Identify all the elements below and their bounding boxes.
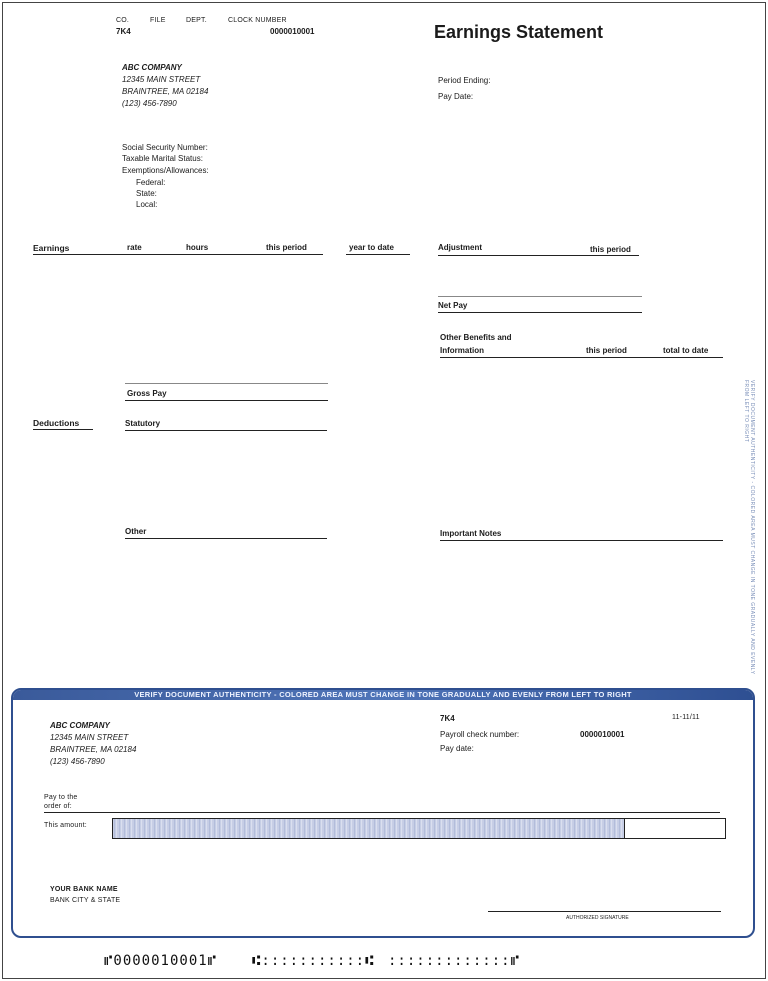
co-label: CO. (116, 17, 130, 24)
file-label: FILE (150, 17, 166, 24)
amount-field (112, 818, 726, 839)
micr-account-number: :::::::::::::⑈ (388, 953, 520, 969)
ssn-label: Social Security Number: (122, 143, 208, 152)
clock-number-value: 0000010001 (270, 27, 315, 36)
company-city: BRAINTREE, MA 02184 (122, 87, 209, 96)
this-period-heading: this period (266, 243, 307, 252)
micr-check-number: ⑈0000010001⑈ (104, 953, 218, 969)
benefits-total-to-date-heading: total to date (663, 346, 709, 355)
net-pay-top-rule (438, 296, 642, 297)
statutory-rule (125, 430, 327, 431)
check-code: 7K4 (440, 714, 455, 723)
payee-line (44, 812, 720, 813)
benefits-rule (440, 357, 723, 358)
check-company-city: BRAINTREE, MA 02184 (50, 745, 137, 754)
pay-date-label: Pay Date: (438, 92, 474, 101)
year-to-date-heading: year to date (349, 243, 394, 252)
state-label: State: (136, 189, 157, 198)
check-pay-date-label: Pay date: (440, 744, 474, 753)
amount-divider (624, 819, 625, 838)
check-date-code: 11-11/11 (672, 714, 700, 721)
clock-number-label: CLOCK NUMBER (228, 17, 287, 24)
other-deductions-rule (125, 538, 327, 539)
earnings-heading: Earnings (33, 243, 70, 253)
check-company-street: 12345 MAIN STREET (50, 733, 129, 742)
adjustment-this-period-heading: this period (590, 245, 631, 254)
bank-name: YOUR BANK NAME (50, 886, 118, 893)
check-company-name: ABC COMPANY (50, 721, 110, 730)
important-notes-rule (440, 540, 723, 541)
check-company-phone: (123) 456-7890 (50, 757, 105, 766)
signature-line (488, 911, 721, 912)
hours-heading: hours (186, 243, 209, 252)
exemptions-label: Exemptions/Allowances: (122, 166, 209, 175)
check-panel (11, 688, 755, 938)
federal-label: Federal: (136, 178, 166, 187)
amount-label: This amount: (44, 822, 87, 829)
benefits-heading-line1: Other Benefits and (440, 333, 512, 342)
benefits-this-period-heading: this period (586, 346, 627, 355)
check-number-label: Payroll check number: (440, 730, 520, 739)
gross-pay-label: Gross Pay (127, 389, 167, 398)
gross-pay-bottom-rule (125, 400, 328, 401)
deductions-heading: Deductions (33, 418, 80, 428)
period-ending-label: Period Ending: (438, 76, 491, 85)
signature-label: AUTHORIZED SIGNATURE (566, 915, 629, 921)
adjustment-heading: Adjustment (438, 243, 482, 252)
benefits-heading-line2: Information (440, 346, 484, 355)
authenticity-band: VERIFY DOCUMENT AUTHENTICITY - COLORED AREA MUST CHANGE IN TONE GRADUALLY AND EVENLY FROM LEFT TO RIGHT (13, 690, 753, 700)
earnings-rule (33, 254, 323, 255)
company-street: 12345 MAIN STREET (122, 75, 201, 84)
net-pay-label: Net Pay (438, 301, 468, 310)
dept-label: DEPT. (186, 17, 207, 24)
statement-title: Earnings Statement (434, 22, 604, 42)
pay-to-label-line1: Pay to the (44, 794, 78, 801)
important-notes-heading: Important Notes (440, 529, 502, 538)
other-deductions-heading: Other (125, 527, 147, 536)
net-pay-bottom-rule (438, 312, 642, 313)
adjustment-rule (438, 255, 639, 256)
gross-pay-top-rule (125, 383, 328, 384)
rate-heading: rate (127, 243, 142, 252)
marital-status-label: Taxable Marital Status: (122, 154, 203, 163)
statutory-heading: Statutory (125, 419, 161, 428)
company-name: ABC COMPANY (122, 63, 182, 72)
local-label: Local: (136, 200, 158, 209)
edge-security-text: VERIFY DOCUMENT AUTHENTICITY - COLORED AREA MUST CHANGE IN TONE GRADUALLY AND EVENLY FROM LEFT TO RIGHT (743, 380, 755, 675)
ytd-rule (346, 254, 410, 255)
co-value: 7K4 (116, 27, 131, 36)
deductions-rule (33, 429, 93, 430)
bank-city-state: BANK CITY & STATE (50, 897, 121, 904)
pay-to-label-line2: order of: (44, 803, 72, 810)
micr-routing-number: ⑆:::::::::::⑆ (252, 953, 375, 969)
company-phone: (123) 456-7890 (122, 99, 177, 108)
amount-security-pattern (113, 819, 624, 838)
check-number-value: 0000010001 (580, 730, 625, 739)
